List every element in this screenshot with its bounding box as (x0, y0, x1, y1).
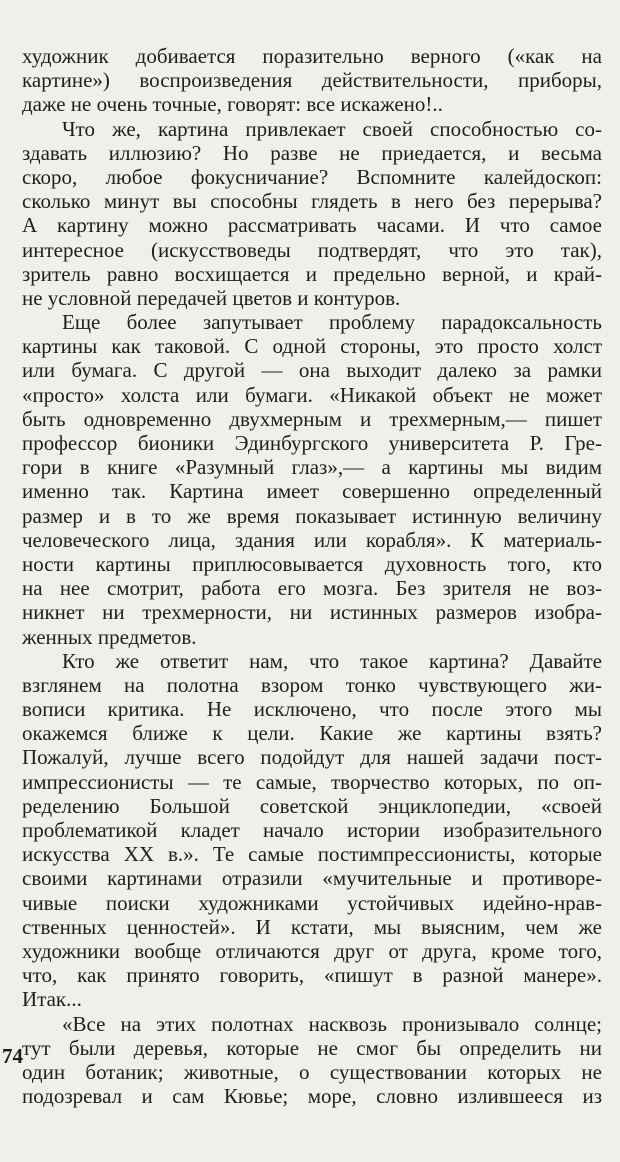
text-line: человеческого лица, здания или корабля». К материаль- (22, 527, 602, 552)
text-line: Итак... (22, 987, 82, 1012)
body-text (22, 44, 602, 1108)
text-line: ственных ценностей». И кстати, мы выясним, чем же (22, 914, 602, 939)
text-line: один ботаник; животные, о существовании которых не (22, 1059, 602, 1084)
text-line: «Все на этих полотнах насквозь пронизывало солнце; (62, 1011, 602, 1036)
text-line: здавать иллюзию? Но разве не приедается, и весьма (22, 140, 602, 165)
page-number: 74 (2, 1044, 23, 1068)
text-line: зритель равно восхищается и предельно верной, и край- (22, 261, 602, 286)
text-line: интересное (искусствоведы подтвердят, что это так), (22, 237, 602, 262)
text-line: вописи критика. Не исключено, что после этого мы (22, 697, 602, 722)
text-line: Что же, картина привлекает своей способностью со- (62, 116, 602, 141)
text-line: именно так. Картина имеет совершенно определенный (22, 479, 602, 504)
text-line: художник добивается поразительно верного («как на (22, 44, 602, 68)
text-line: женных предметов. (22, 624, 197, 649)
text-line: ности картины приплюсовывается духовность того, кто (22, 551, 602, 576)
text-line: окажемся ближе к цели. Какие же картины взять? (22, 721, 602, 746)
text-line: подозревал и сам Кювье; море, словно излившееся из (22, 1084, 602, 1109)
text-line: чивые поиски художниками устойчивых идейно-нрав- (22, 890, 602, 915)
text-line: А картину можно рассматривать часами. И что самое (22, 213, 602, 238)
text-line: художники вообще отличаются друг от друга, кроме того, (22, 938, 602, 963)
text-line: проблематикой кладет начало истории изобразительного (22, 818, 602, 842)
text-line: не условной передачей цветов и контуров. (22, 285, 401, 310)
text-line: или бумага. С другой — она выходит далеко за рамки (22, 358, 602, 383)
text-line: сколько минут вы способны глядеть в него без перерыва? (22, 189, 602, 214)
text-line: даже не очень точные, говорят: все искажено!.. (22, 92, 443, 117)
text-line: на нее смотрит, работа его мозга. Без зрителя не воз- (22, 576, 602, 601)
text-line: скоро, любое фокусничание? Вспомните калейдоскоп: (22, 164, 602, 189)
text-line: своими картинами отразили «мучительные и противоре- (22, 866, 602, 891)
text-line: Еще более запутывает проблему парадоксальность (62, 310, 602, 335)
text-line: импрессионисты — те самые, творчество которых, по оп- (22, 769, 602, 794)
text-line: тут были деревья, которые не смог бы определить ни (22, 1035, 602, 1060)
text-line: гори в книге «Разумный глаз»,— а картины мы видим (22, 455, 602, 480)
text-line: ределению Большой советской энциклопедии, «своей (22, 793, 602, 818)
text-line: картине») воспроизведения действительности, приборы, (22, 68, 602, 93)
text-line: Кто же ответит нам, что такое картина? Давайте (62, 648, 602, 673)
text-line: что, как принято говорить, «пишут в разной манере». (22, 963, 602, 988)
text-line: размер и в то же время показывает истинную величину (22, 503, 602, 528)
text-line: взглянем на полотна взором тонко чувствующего жи- (22, 672, 602, 697)
text-line: Пожалуй, лучше всего подойдут для нашей задачи пост- (22, 745, 602, 770)
text-line: искусства XX в.». Те самые постимпрессионисты, которые (22, 842, 602, 867)
text-line: никнет ни трехмерности, ни истинных размеров изобра- (22, 600, 602, 625)
text-line: картины как таковой. С одной стороны, это просто холст (22, 334, 602, 359)
text-line: «просто» холста или бумаги. «Никакой объект не может (22, 382, 602, 407)
text-line: быть одновременно двухмерным и трехмерным,— пишет (22, 406, 602, 431)
text-line: профессор бионики Эдинбургского университета Р. Гре- (22, 431, 602, 455)
